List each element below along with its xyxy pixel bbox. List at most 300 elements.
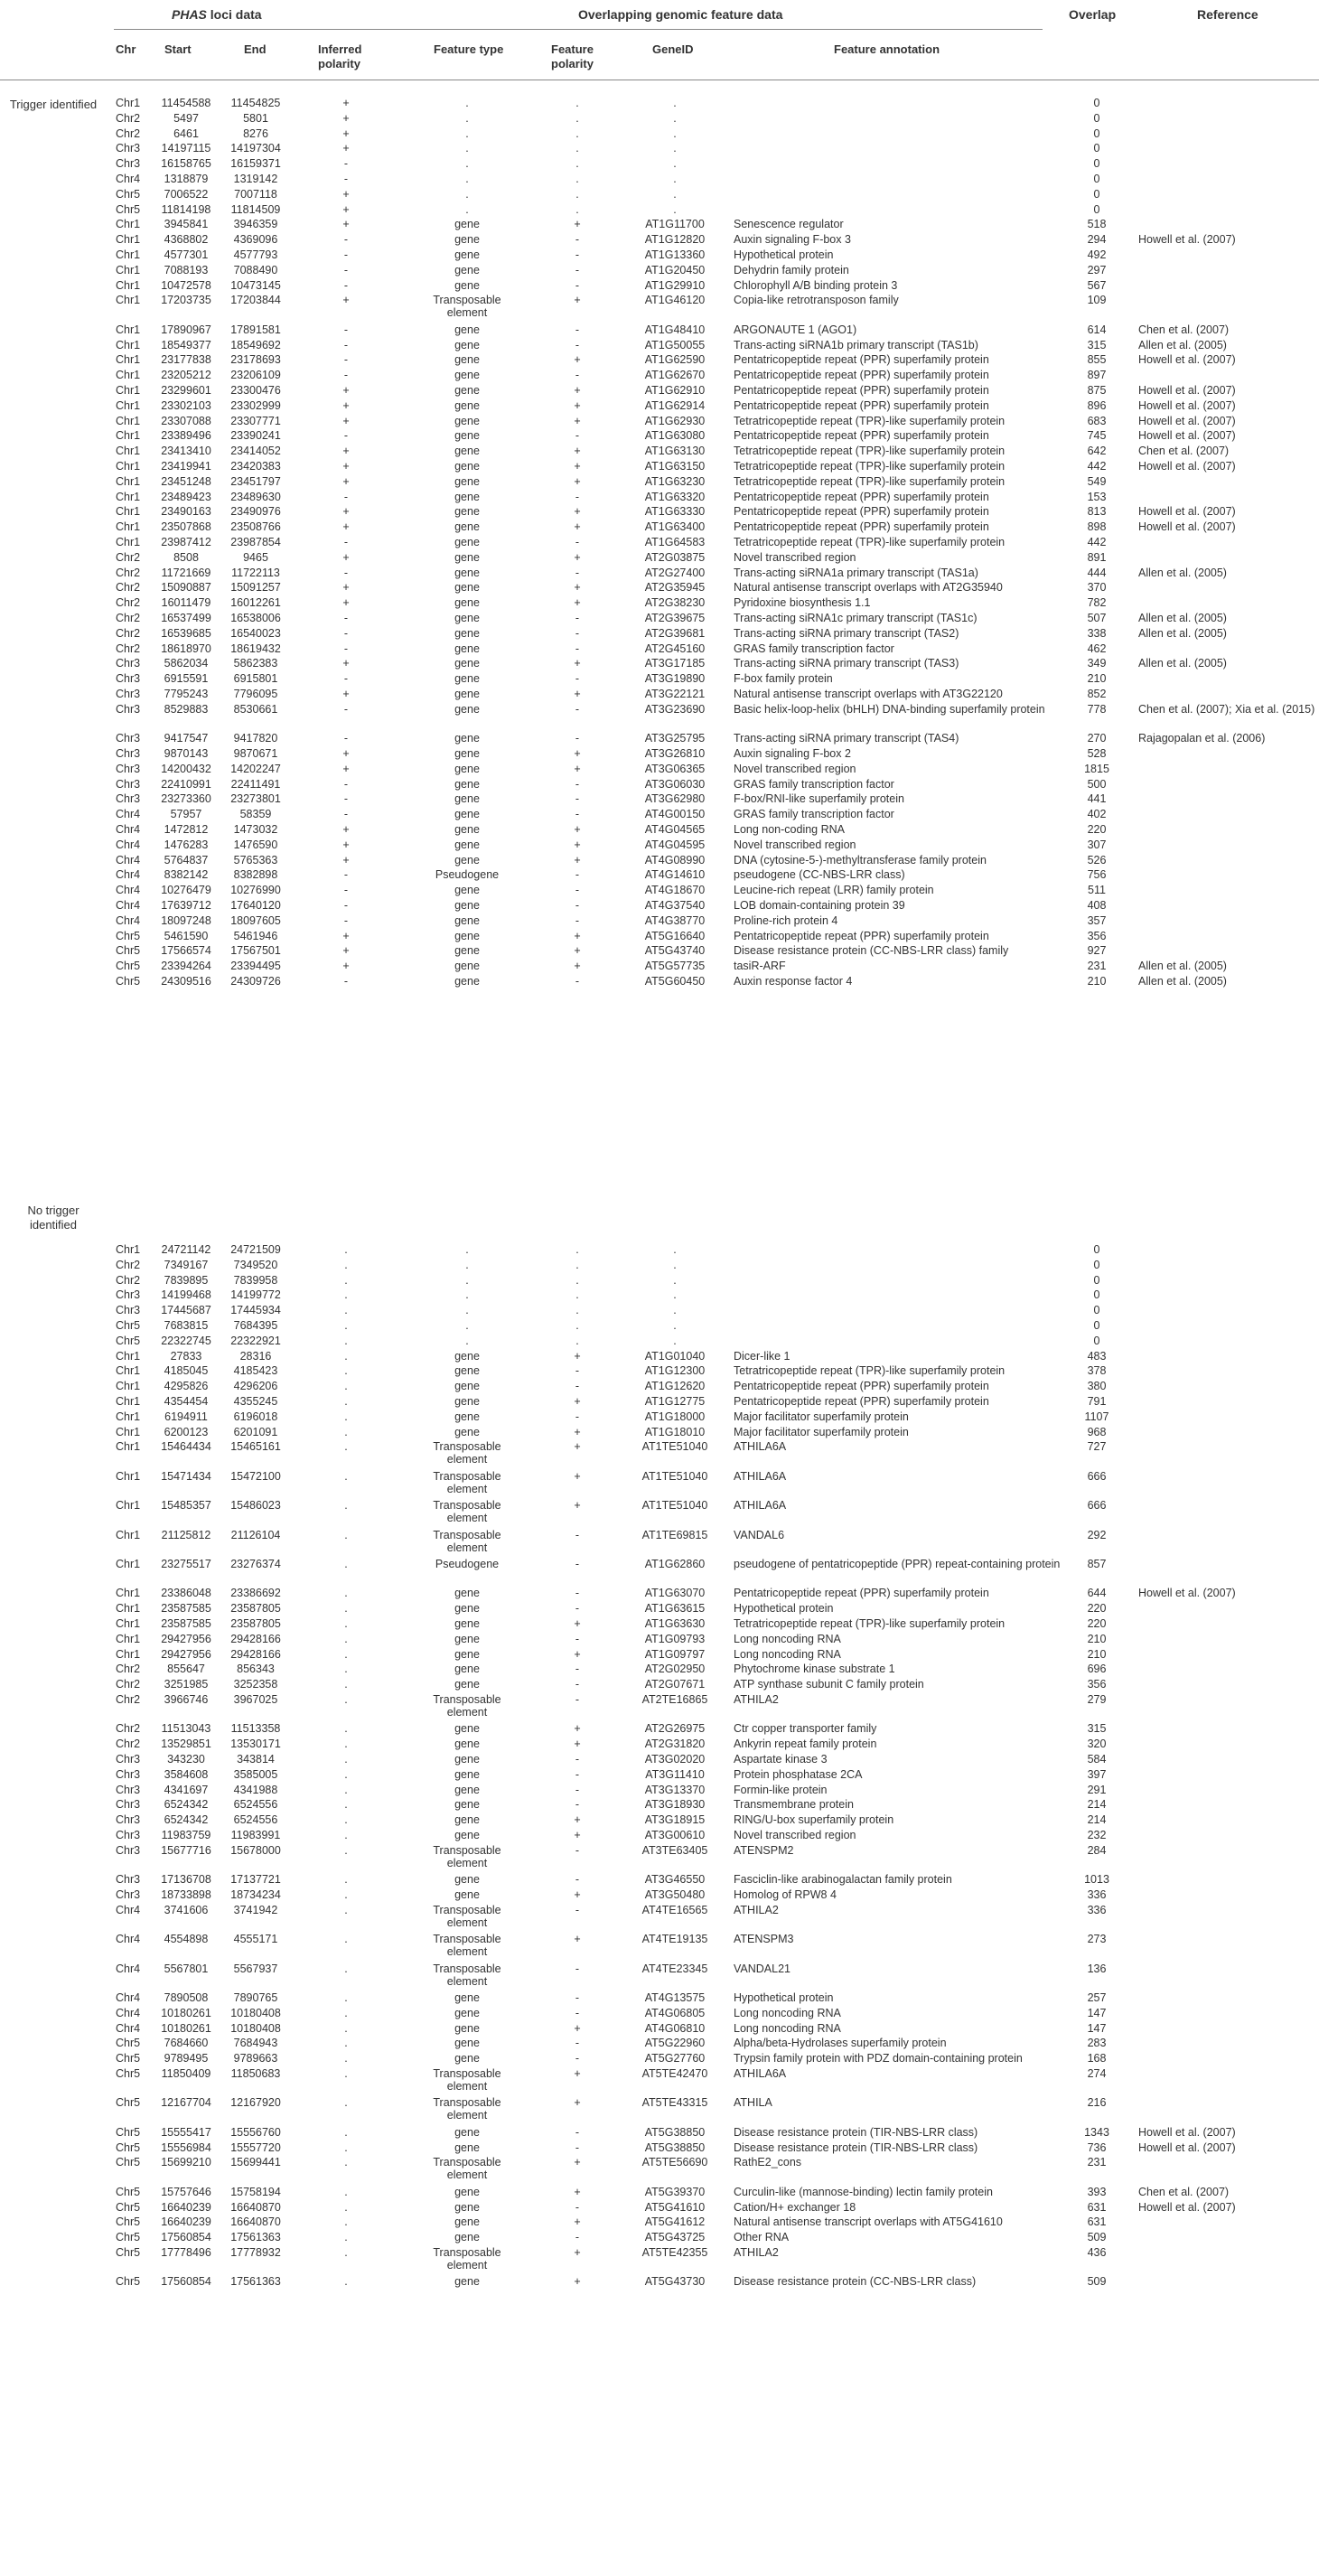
cell-annotation: Fasciclin-like arabinogalactan family protein	[734, 1873, 952, 1887]
cell-end: 3967025	[233, 1693, 278, 1706]
cell-polarity: .	[344, 1425, 348, 1438]
cell-overlap: 696	[1087, 1663, 1107, 1676]
cell-polarity: -	[343, 233, 349, 247]
cell-polarity: .	[344, 1829, 348, 1841]
cell-feature-type: Transposable element	[433, 2067, 501, 2093]
cell-feature-type: gene	[454, 384, 480, 397]
cell-polarity: -	[343, 975, 349, 988]
cell-feature-type: gene	[454, 490, 480, 503]
cell-overlap: 147	[1087, 2021, 1107, 2035]
cell-annotation: Transmembrane protein	[734, 1798, 854, 1812]
cell-end: 22411491	[230, 777, 281, 791]
cell-end: 8530661	[233, 702, 278, 716]
cell-overlap: 791	[1087, 1395, 1107, 1408]
cell-end: 9417820	[233, 732, 278, 745]
cell-start: 23386048	[161, 1587, 211, 1600]
cell-chr: Chr1	[116, 1380, 141, 1393]
cell-overlap: 270	[1087, 732, 1107, 745]
cell-start: 12167704	[161, 2096, 211, 2110]
cell-start: 29427956	[161, 1632, 211, 1645]
cell-start: 22410991	[161, 777, 211, 791]
cell-end: 10276990	[230, 884, 281, 897]
cell-end: 14202247	[230, 762, 281, 775]
cell-overlap: 666	[1087, 1499, 1107, 1513]
cell-chr: Chr2	[116, 596, 141, 610]
cell-chr: Chr3	[116, 762, 141, 775]
cell-overlap: 291	[1087, 1783, 1107, 1796]
cell-start: 17890967	[161, 323, 211, 336]
cell-overlap: 315	[1087, 1722, 1107, 1736]
cell-start: 4554898	[164, 1933, 209, 1946]
cell-feature-type: gene	[454, 823, 480, 836]
cell-feature-polarity: +	[574, 398, 581, 412]
cell-end: 1473032	[233, 823, 278, 836]
cell-overlap: 509	[1087, 2275, 1107, 2289]
cell-feature-type: gene	[454, 429, 480, 443]
cell-polarity: +	[342, 944, 350, 958]
cell-end: 23206109	[230, 369, 281, 382]
cell-polarity: -	[343, 353, 349, 367]
cell-overlap: 0	[1093, 187, 1100, 201]
cell-overlap: 220	[1087, 823, 1107, 836]
cell-feature-polarity: -	[575, 2125, 580, 2139]
cell-end: 18097605	[230, 913, 281, 927]
cell-feature-polarity: +	[574, 2156, 581, 2169]
cell-end: 13530171	[230, 1738, 281, 1751]
cell-overlap: 220	[1087, 1602, 1107, 1616]
cell-end: 22322921	[230, 1334, 281, 1347]
cell-start: 10180261	[161, 2021, 211, 2035]
cell-chr: Chr1	[116, 1364, 141, 1378]
cell-feature-polarity: -	[575, 792, 580, 806]
cell-start: 6194911	[164, 1410, 208, 1423]
cell-start: 9789495	[164, 2052, 209, 2065]
cell-feature-type: gene	[454, 353, 480, 367]
cell-geneid: .	[673, 142, 677, 155]
cell-polarity: .	[344, 2096, 348, 2110]
cell-geneid: AT4G14610	[644, 868, 706, 882]
cell-chr: Chr3	[116, 157, 141, 171]
cell-chr: Chr4	[116, 1962, 141, 1975]
cell-annotation: tasiR-ARF	[734, 960, 786, 973]
cell-polarity: +	[342, 688, 350, 700]
cell-feature-type: .	[465, 1273, 469, 1287]
cell-overlap: 642	[1087, 445, 1107, 458]
cell-polarity: +	[342, 398, 350, 412]
cell-overlap: 336	[1087, 1903, 1107, 1916]
cell-overlap: 855	[1087, 353, 1107, 367]
cell-end: 3585005	[233, 1767, 278, 1781]
cell-feature-type: gene	[454, 1425, 480, 1438]
cell-feature-polarity: -	[575, 884, 580, 897]
cell-end: 17561363	[230, 2275, 281, 2289]
cell-polarity: -	[343, 672, 349, 686]
cell-geneid: AT1G12775	[644, 1395, 706, 1408]
cell-end: 17891581	[230, 323, 281, 336]
cell-feature-polarity: -	[575, 1991, 580, 2004]
cell-geneid: AT3G17185	[644, 657, 706, 670]
cell-annotation: Hypothetical protein	[734, 1602, 834, 1616]
cell-end: 23300476	[230, 384, 281, 397]
cell-start: 23177838	[161, 353, 211, 367]
cell-feature-polarity: +	[574, 2246, 581, 2259]
cell-geneid: AT4G08990	[644, 853, 706, 866]
cell-feature-type: Transposable element	[433, 1843, 501, 1869]
cell-geneid: AT5TE42470	[641, 2067, 708, 2080]
cell-feature-polarity: -	[575, 248, 580, 261]
cell-annotation: Long noncoding RNA	[734, 1647, 841, 1661]
cell-polarity: .	[344, 1991, 348, 2004]
cell-geneid: AT1G63230	[644, 474, 706, 488]
cell-geneid: AT3G22121	[644, 688, 706, 700]
cell-annotation: Hypothetical protein	[734, 1991, 834, 2004]
cell-overlap: 320	[1087, 1738, 1107, 1751]
cell-feature-type: gene	[454, 505, 480, 519]
cell-overlap: 0	[1093, 1258, 1100, 1271]
cell-chr: Chr4	[116, 1991, 141, 2004]
cell-polarity: .	[344, 1903, 348, 1916]
cell-start: 7683815	[164, 1319, 209, 1332]
cell-start: 5862034	[164, 657, 209, 670]
cell-overlap: 683	[1087, 414, 1107, 427]
cell-feature-type: .	[465, 126, 469, 140]
cell-geneid: AT1G63615	[644, 1602, 706, 1616]
cell-start: 5567801	[164, 1962, 209, 1975]
cell-polarity: +	[342, 445, 350, 458]
cell-feature-type: gene	[454, 808, 480, 821]
cell-polarity: +	[342, 97, 350, 109]
cell-geneid: .	[673, 111, 677, 125]
cell-polarity: +	[342, 581, 350, 595]
phas-loci-header	[172, 7, 262, 22]
cell-annotation: Tetratricopeptide repeat (TPR)-like superfamily protein	[734, 1364, 1006, 1378]
cell-end: 3741942	[233, 1903, 278, 1916]
cell-end: 15557720	[230, 2140, 281, 2154]
cell-overlap: 0	[1093, 1319, 1100, 1332]
cell-geneid: AT3G18915	[644, 1813, 706, 1827]
cell-overlap: 1343	[1084, 2125, 1109, 2139]
cell-annotation: Auxin signaling F-box 2	[734, 747, 851, 760]
cell-start: 7890508	[164, 1991, 209, 2004]
cell-feature-type: gene	[454, 672, 480, 686]
cell-feature-polarity: -	[575, 612, 580, 624]
cell-reference: Rajagopalan et al. (2006)	[1138, 732, 1266, 745]
cell-feature-type: Transposable element	[433, 1933, 501, 1959]
cell-feature-polarity: +	[574, 929, 581, 942]
cell-end: 9870671	[233, 747, 278, 760]
cell-polarity: .	[344, 1647, 348, 1661]
cell-overlap: 968	[1087, 1425, 1107, 1438]
cell-feature-polarity: .	[575, 97, 579, 109]
cell-start: 17136708	[161, 1873, 211, 1887]
cell-annotation: Disease resistance protein (TIR-NBS-LRR class)	[734, 2140, 978, 2154]
cell-feature-type: gene	[454, 566, 480, 579]
cell-feature-type: Transposable element	[433, 294, 501, 320]
cell-polarity: .	[344, 2275, 348, 2289]
cell-geneid: .	[673, 173, 677, 185]
cell-feature-polarity: -	[575, 1753, 580, 1766]
cell-annotation: Tetratricopeptide repeat (TPR)-like superfamily protein	[734, 460, 1006, 473]
cell-start: 23587585	[161, 1602, 211, 1616]
cell-end: 4369096	[233, 233, 278, 247]
col-chr-header: Chr	[116, 42, 136, 56]
cell-start: 6524342	[164, 1798, 209, 1812]
cell-end: 16640870	[230, 2200, 281, 2214]
cell-geneid: AT1G63080	[644, 429, 706, 443]
cell-annotation: Tetratricopeptide repeat (TPR)-like superfamily protein	[734, 1617, 1006, 1630]
cell-chr: Chr3	[116, 1813, 141, 1827]
cell-feature-type: .	[465, 142, 469, 155]
cell-end: 16538006	[230, 612, 281, 624]
cell-overlap: 336	[1087, 1888, 1107, 1901]
cell-start: 7839895	[164, 1273, 209, 1287]
cell-annotation: Trans-acting siRNA primary transcript (TAS3)	[734, 657, 959, 670]
cell-annotation: Pentatricopeptide repeat (PPR) superfamily protein	[734, 1587, 989, 1600]
cell-annotation: Hypothetical protein	[734, 248, 834, 261]
cell-feature-polarity: -	[575, 1693, 580, 1706]
cell-feature-type: Transposable element	[433, 1528, 501, 1554]
cell-annotation: F-box family protein	[734, 672, 833, 686]
cell-geneid: AT1G63330	[644, 505, 706, 519]
cell-start: 3945841	[164, 218, 209, 231]
cell-start: 23490163	[161, 505, 211, 519]
cell-feature-polarity: +	[574, 414, 581, 427]
cell-start: 15699210	[161, 2156, 211, 2169]
cell-start: 7684660	[164, 2037, 209, 2050]
cell-start: 21125812	[161, 1528, 211, 1541]
cell-start: 15677716	[161, 1843, 211, 1857]
cell-start: 23489423	[161, 490, 211, 503]
cell-overlap: 147	[1087, 2006, 1107, 2019]
cell-polarity: .	[344, 1304, 348, 1317]
cell-feature-type: .	[465, 1304, 469, 1317]
cell-polarity: .	[344, 2140, 348, 2154]
cell-annotation: GRAS family transcription factor	[734, 777, 894, 791]
cell-feature-type: .	[465, 1288, 469, 1302]
cell-polarity: -	[343, 612, 349, 624]
cell-start: 7349167	[164, 1258, 209, 1271]
cell-polarity: .	[344, 1843, 348, 1857]
cell-overlap: 813	[1087, 505, 1107, 519]
cell-geneid: AT1TE69815	[641, 1528, 708, 1541]
cell-polarity: -	[343, 263, 349, 276]
cell-polarity: .	[344, 1767, 348, 1781]
cell-chr: Chr1	[116, 474, 141, 488]
cell-geneid: AT1G63130	[644, 445, 706, 458]
cell-overlap: 292	[1087, 1528, 1107, 1541]
cell-start: 8508	[173, 550, 199, 564]
cell-start: 7795243	[164, 688, 209, 700]
col-start-header: Start	[164, 42, 192, 56]
cell-end: 24721509	[230, 1243, 281, 1256]
cell-feature-type: Transposable element	[433, 1962, 501, 1988]
cell-chr: Chr5	[116, 2156, 141, 2169]
cell-polarity: -	[343, 899, 349, 912]
cell-end: 16159371	[230, 157, 281, 171]
cell-start: 17566574	[161, 944, 211, 958]
cell-feature-polarity: -	[575, 2140, 580, 2154]
cell-feature-polarity: .	[575, 1288, 579, 1302]
cell-geneid: .	[673, 187, 677, 201]
cell-feature-polarity: +	[574, 2096, 581, 2110]
cell-chr: Chr2	[116, 626, 141, 640]
cell-polarity: .	[344, 1273, 348, 1287]
cell-polarity: .	[344, 2006, 348, 2019]
cell-chr: Chr5	[116, 1334, 141, 1347]
cell-feature-type: .	[465, 202, 469, 216]
cell-polarity: .	[344, 1602, 348, 1616]
cell-chr: Chr5	[116, 2246, 141, 2259]
cell-start: 14197115	[161, 142, 211, 155]
cell-chr: Chr1	[116, 1602, 141, 1616]
cell-chr: Chr2	[116, 1693, 141, 1706]
cell-feature-polarity: -	[575, 1558, 580, 1570]
cell-feature-polarity: +	[574, 1722, 581, 1736]
cell-feature-polarity: +	[574, 2067, 581, 2080]
cell-annotation: Cation/H+ exchanger 18	[734, 2200, 856, 2214]
cell-reference: Howell et al. (2007)	[1138, 2200, 1236, 2214]
cell-geneid: AT2G27400	[644, 566, 706, 579]
cell-annotation: Protein phosphatase 2CA	[734, 1767, 863, 1781]
cell-end: 17137721	[230, 1873, 281, 1887]
cell-feature-type: gene	[454, 460, 480, 473]
cell-start: 23302103	[161, 398, 211, 412]
cell-geneid: AT2G03875	[644, 550, 706, 564]
cell-feature-polarity: -	[575, 1528, 580, 1541]
cell-polarity: .	[344, 1440, 348, 1454]
cell-reference: Howell et al. (2007)	[1138, 505, 1236, 519]
cell-polarity: .	[344, 1243, 348, 1256]
cell-chr: Chr1	[116, 429, 141, 443]
cell-feature-type: gene	[454, 944, 480, 958]
cell-overlap: 393	[1087, 2185, 1107, 2198]
cell-end: 15472100	[230, 1469, 281, 1483]
cell-chr: Chr3	[116, 1767, 141, 1781]
cell-start: 14200432	[161, 762, 211, 775]
cell-start: 15757646	[161, 2185, 211, 2198]
cell-start: 23389496	[161, 429, 211, 443]
cell-annotation: ATHILA	[734, 2096, 772, 2110]
cell-chr: Chr3	[116, 657, 141, 670]
cell-chr: Chr2	[116, 1258, 141, 1271]
cell-feature-type: gene	[454, 581, 480, 595]
cell-chr: Chr5	[116, 2231, 141, 2244]
cell-start: 27833	[170, 1349, 202, 1363]
cell-annotation: Trypsin family protein with PDZ domain-containing protein	[734, 2052, 1023, 2065]
cell-end: 6201091	[233, 1425, 278, 1438]
cell-polarity: .	[344, 1798, 348, 1812]
cell-start: 10276479	[161, 884, 211, 897]
cell-chr: Chr1	[116, 414, 141, 427]
cell-annotation: Pentatricopeptide repeat (PPR) superfamily protein	[734, 929, 989, 942]
cell-feature-polarity: -	[575, 2052, 580, 2065]
cell-chr: Chr5	[116, 1319, 141, 1332]
cell-start: 6915591	[164, 672, 209, 686]
cell-polarity: .	[344, 2156, 348, 2169]
cell-end: 23587805	[230, 1617, 281, 1630]
cell-annotation: Trans-acting siRNA1b primary transcript (TAS1b)	[734, 338, 978, 351]
cell-feature-type: gene	[454, 445, 480, 458]
cell-feature-type: gene	[454, 2006, 480, 2019]
cell-end: 10473145	[230, 278, 281, 292]
cell-overlap: 0	[1093, 1273, 1100, 1287]
cell-start: 1472812	[164, 823, 209, 836]
cell-annotation: ATHILA2	[734, 1693, 779, 1706]
cell-geneid: AT1G63320	[644, 490, 706, 503]
cell-overlap: 1013	[1084, 1873, 1109, 1887]
cell-start: 3966746	[164, 1693, 209, 1706]
cell-annotation: Long noncoding RNA	[734, 2006, 841, 2019]
cell-chr: Chr3	[116, 1888, 141, 1901]
cell-overlap: 736	[1087, 2140, 1107, 2154]
cell-feature-polarity: -	[575, 2200, 580, 2214]
cell-feature-polarity: +	[574, 853, 581, 866]
cell-feature-polarity: .	[575, 187, 579, 201]
cell-geneid: AT3G02020	[644, 1753, 706, 1766]
cell-feature-type: gene	[454, 338, 480, 351]
cell-feature-type: Transposable element	[433, 2096, 501, 2122]
cell-start: 11814198	[161, 202, 211, 216]
cell-annotation: Natural antisense transcript overlaps with AT3G22120	[734, 688, 1003, 700]
cell-feature-type: gene	[454, 1813, 480, 1827]
cell-feature-type: gene	[454, 960, 480, 973]
cell-overlap: 370	[1087, 581, 1107, 595]
cell-geneid: AT5G38850	[644, 2140, 706, 2154]
cell-feature-polarity: -	[575, 1962, 580, 1975]
cell-feature-type: Transposable element	[433, 1440, 501, 1466]
cell-end: 23420383	[230, 460, 281, 473]
cell-feature-polarity: .	[575, 111, 579, 125]
cell-geneid: AT1G09797	[644, 1647, 706, 1661]
cell-annotation: Trans-acting siRNA1c primary transcript (TAS1c)	[734, 612, 978, 624]
cell-annotation: Tetratricopeptide repeat (TPR)-like superfamily protein	[734, 414, 1006, 427]
cell-end: 14199772	[230, 1288, 281, 1302]
cell-feature-polarity: +	[574, 2021, 581, 2035]
cell-start: 3584608	[164, 1767, 209, 1781]
cell-feature-type: .	[465, 1334, 469, 1347]
cell-start: 15090887	[161, 581, 211, 595]
cell-geneid: AT5G41610	[644, 2200, 706, 2214]
cell-geneid: AT1G18000	[644, 1410, 706, 1423]
cell-geneid: .	[673, 1273, 677, 1287]
cell-feature-type: gene	[454, 975, 480, 988]
overlap-header: Overlap	[1069, 7, 1117, 22]
cell-end: 23587805	[230, 1602, 281, 1616]
cell-chr: Chr2	[116, 1663, 141, 1676]
cell-chr: Chr5	[116, 2096, 141, 2110]
cell-geneid: AT2G38230	[644, 596, 706, 610]
cell-feature-polarity: +	[574, 838, 581, 851]
cell-overlap: 500	[1087, 777, 1107, 791]
cell-feature-polarity: +	[574, 2275, 581, 2289]
cell-polarity: -	[343, 808, 349, 821]
cell-geneid: .	[673, 1304, 677, 1317]
cell-end: 5801	[243, 111, 268, 125]
cell-feature-polarity: -	[575, 369, 580, 382]
cell-geneid: AT2G31820	[644, 1738, 706, 1751]
cell-reference: Chen et al. (2007); Xia et al. (2015)	[1138, 702, 1315, 716]
cell-feature-polarity: -	[575, 777, 580, 791]
cell-start: 3741606	[164, 1903, 209, 1916]
cell-overlap: 210	[1087, 672, 1107, 686]
cell-annotation: Tetratricopeptide repeat (TPR)-like superfamily protein	[734, 445, 1006, 458]
cell-geneid: AT3G00610	[644, 1829, 706, 1841]
cell-geneid: AT5G41612	[644, 2215, 706, 2229]
cell-start: 11721669	[161, 566, 211, 579]
cell-polarity: .	[344, 1349, 348, 1363]
cell-start: 15556984	[161, 2140, 211, 2154]
cell-end: 11722113	[231, 566, 280, 579]
